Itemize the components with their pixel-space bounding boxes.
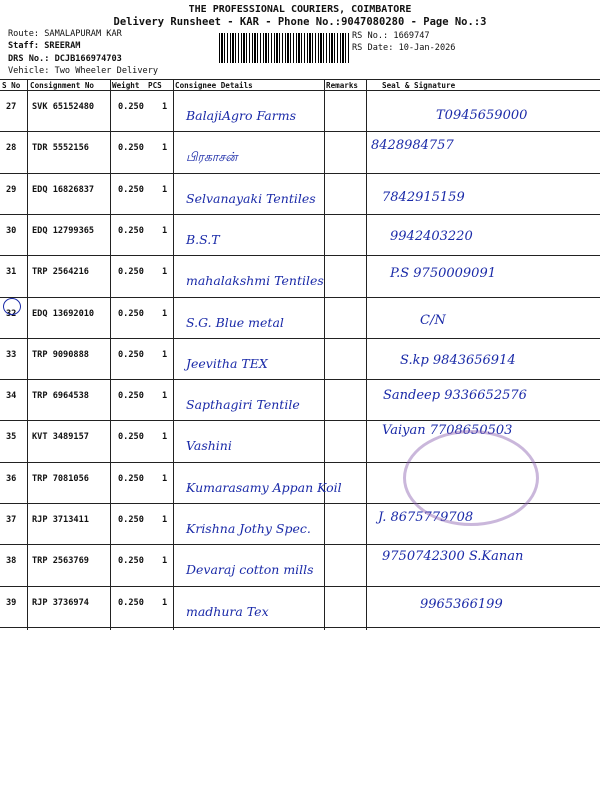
serial-number-cell: 31 — [6, 267, 17, 278]
consignee-handwriting: Selvanayaki Tentiles — [186, 190, 316, 206]
serial-number-cell: 30 — [6, 225, 17, 236]
serial-number-cell: 39 — [6, 597, 17, 608]
serial-number-cell: 37 — [6, 515, 17, 525]
consignment-number-cell: EDQ 13692010 — [32, 308, 95, 319]
consignee-handwriting: Devaraj cotton mills — [186, 562, 314, 578]
serial-number-cell: 28 — [6, 143, 17, 154]
table-row — [0, 256, 600, 297]
table-row — [0, 132, 600, 173]
pieces-cell: 1 — [162, 473, 168, 484]
col-header-remarks: Remarks — [326, 81, 359, 90]
recipient-signature: C/N — [420, 312, 446, 328]
rs-date: RS Date: 10-Jan-2026 — [352, 43, 456, 53]
col-header-weight: Weight — [112, 81, 140, 90]
serial-number-cell: 35 — [6, 432, 17, 443]
weight-cell: 0.250 — [118, 102, 144, 112]
weight-cell: 0.250 — [118, 267, 144, 278]
runsheet-subtitle: Delivery Runsheet - KAR - Phone No.:9047080280 - Page No.:3 — [113, 16, 487, 28]
rs-number: RS No.: 1669747 — [352, 31, 430, 41]
serial-number-cell: 34 — [6, 391, 17, 402]
company-seal-stamp — [403, 430, 539, 526]
weight-cell: 0.250 — [118, 556, 144, 567]
serial-number-cell: 33 — [6, 349, 17, 360]
weight-cell: 0.250 — [118, 225, 144, 236]
weight-cell: 0.250 — [118, 143, 144, 154]
weight-cell: 0.250 — [118, 473, 144, 484]
consignee-handwriting: S.G. Blue metal — [186, 314, 284, 330]
consignee-handwriting: madhura Tex — [186, 603, 269, 619]
table-row — [0, 545, 600, 586]
col-header-consignee: Consignee Details — [175, 81, 253, 90]
col-header-sno: S No — [2, 81, 21, 90]
consignment-number-cell: RJP 3736974 — [32, 597, 89, 608]
consignment-number-cell: TDR 5552156 — [32, 143, 89, 154]
recipient-signature: T0945659000 — [436, 108, 528, 123]
recipient-signature: Sandeep 9336652576 — [383, 388, 527, 404]
consignment-number-cell: EDQ 12799365 — [32, 225, 95, 236]
consignee-handwriting: Sapthagiri Tentile — [186, 397, 300, 413]
weight-cell: 0.250 — [118, 515, 144, 525]
pieces-cell: 1 — [162, 225, 168, 236]
consignment-number-cell: TRP 2563769 — [32, 556, 89, 567]
consignee-handwriting: BalajiAgro Farms — [186, 108, 296, 123]
weight-cell: 0.250 — [118, 432, 144, 443]
col-header-pcs: PCS — [148, 81, 162, 90]
row-32-circle-mark — [3, 298, 21, 315]
recipient-signature: J. 8675779708 — [378, 510, 474, 525]
drs-number: DRS No.: DCJB166974703 — [8, 54, 122, 64]
staff-text: Staff: SREERAM — [8, 41, 81, 51]
table-row — [0, 587, 600, 628]
weight-cell: 0.250 — [118, 391, 144, 402]
table-row — [0, 91, 600, 132]
pieces-cell: 1 — [162, 597, 168, 608]
consignment-number-cell: RJP 3713411 — [32, 515, 89, 525]
weight-cell: 0.250 — [118, 349, 144, 360]
serial-number-cell: 32 — [6, 308, 17, 319]
consignee-handwriting: பிரகாசன் — [186, 149, 238, 165]
consignment-number-cell: KVT 3489157 — [32, 432, 89, 443]
pieces-cell: 1 — [162, 102, 168, 112]
consignee-handwriting: Jeevitha TEX — [186, 355, 268, 371]
table-row — [0, 380, 600, 421]
pieces-cell: 1 — [162, 267, 168, 278]
consignment-number-cell: TRP 7081056 — [32, 473, 89, 484]
col-header-seal: Seal & Signature — [382, 81, 456, 90]
recipient-signature: 9942403220 — [390, 228, 473, 244]
header-top-rule — [0, 79, 600, 80]
serial-number-cell: 38 — [6, 556, 17, 567]
consignee-handwriting: mahalakshmi Tentiles — [186, 273, 324, 289]
pieces-cell: 1 — [162, 391, 168, 402]
consignment-number-cell: EDQ 16826837 — [32, 184, 95, 195]
col-header-consignment: Consignment No — [30, 81, 95, 90]
pieces-cell: 1 — [162, 349, 168, 360]
table-row — [0, 215, 600, 256]
recipient-signature: 7842915159 — [382, 189, 465, 205]
consignment-number-cell: TRP 6964538 — [32, 391, 89, 402]
consignee-handwriting: Vashini — [186, 438, 232, 454]
company-title: THE PROFESSIONAL COURIERS, COIMBATORE — [188, 4, 412, 15]
serial-number-cell: 27 — [6, 102, 17, 112]
row-divider — [0, 627, 600, 628]
consignment-number-cell: TRP 9090888 — [32, 349, 89, 360]
route-text: Route: SAMALAPURAM KAR — [8, 29, 122, 39]
weight-cell: 0.250 — [118, 184, 144, 195]
recipient-signature: P.S 9750009091 — [390, 266, 496, 282]
consignee-handwriting: B.S.T — [186, 231, 220, 247]
pieces-cell: 1 — [162, 556, 168, 567]
pieces-cell: 1 — [162, 308, 168, 319]
pieces-cell: 1 — [162, 432, 168, 443]
recipient-signature: 8428984757 — [371, 138, 454, 154]
consignment-number-cell: TRP 2564216 — [32, 267, 89, 278]
pieces-cell: 1 — [162, 515, 168, 525]
table-row — [0, 298, 600, 339]
recipient-signature: 9965366199 — [420, 596, 503, 612]
recipient-signature: S.kp 9843656914 — [400, 352, 516, 368]
pieces-cell: 1 — [162, 184, 168, 195]
weight-cell: 0.250 — [118, 308, 144, 319]
vehicle-text: Vehicle: Two Wheeler Delivery — [8, 66, 159, 76]
table-row — [0, 339, 600, 380]
barcode — [219, 33, 350, 63]
weight-cell: 0.250 — [118, 597, 144, 608]
consignee-handwriting: Krishna Jothy Spec. — [186, 521, 311, 536]
pieces-cell: 1 — [162, 143, 168, 154]
recipient-signature: Vaiyan 7708650503 — [382, 423, 513, 439]
consignee-handwriting: Kumarasamy Appan Koil — [186, 479, 342, 495]
serial-number-cell: 29 — [6, 184, 17, 195]
table-row — [0, 174, 600, 215]
recipient-signature: 9750742300 S.Kanan — [382, 549, 524, 565]
serial-number-cell: 36 — [6, 473, 17, 484]
consignment-number-cell: SVK 65152480 — [32, 102, 95, 112]
